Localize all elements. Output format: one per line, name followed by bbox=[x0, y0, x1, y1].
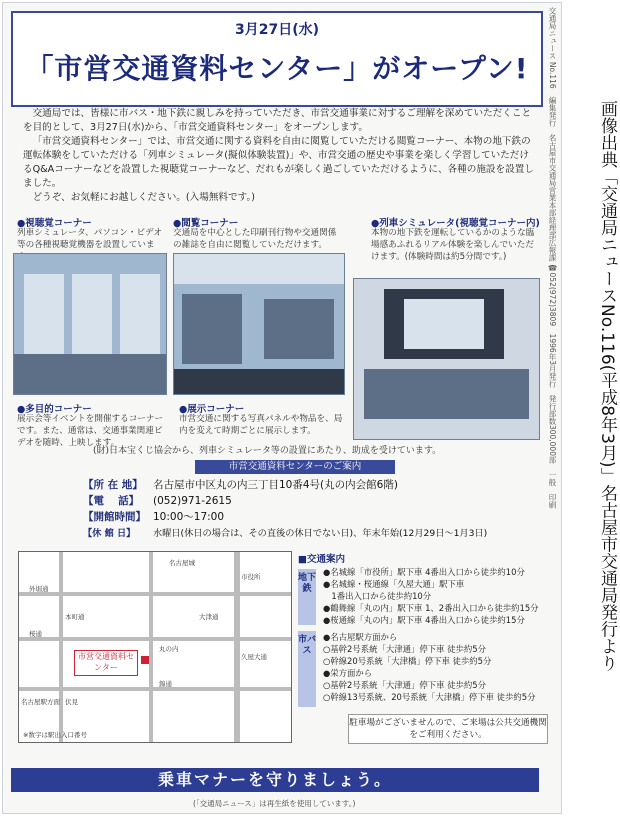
bus-route: ○基幹2号系統「大津通」停下車 徒歩約5分 bbox=[323, 644, 487, 654]
recycled-paper-note: (「交通局ニュース」は再生紙を使用しています。) bbox=[193, 799, 356, 808]
map-label: 丸の内 bbox=[159, 645, 179, 653]
opening-date: 3月27日(水) bbox=[234, 22, 320, 38]
map-center-label: 市営交通資料センター bbox=[74, 650, 138, 676]
section-label-multipurpose: ●多目的コーナー bbox=[17, 404, 92, 415]
info-label: 【所 在 地】 bbox=[83, 479, 143, 491]
map-label: 錦通 bbox=[159, 680, 172, 688]
info-value: 水曜日(休日の場合は、その直後の休日でない日)、年末年始(12月29日〜1月3日) bbox=[153, 528, 488, 539]
section-desc-av-corner: 列車シミュレータ、パソコン・ビデオ等の各種視聴覚機器を設置していま bbox=[17, 228, 163, 250]
section-desc-simulator: 本物の地下鉄を運転しているかのような臨場感あふれるリアル体験を楽しんでいただけます。(体験時間は約5分間です。) bbox=[371, 228, 535, 262]
info-heading: 市営交通資料センターのご案内 bbox=[195, 460, 395, 474]
info-label: 【電 話】 bbox=[83, 495, 140, 507]
bus-route: ○幹線13号系統、20号系統「大津橋」停下車 徒歩約5分 bbox=[323, 692, 536, 702]
map-label: 伏見 bbox=[65, 698, 78, 706]
manners-banner: 乗車マナーを守りましょう。 bbox=[11, 768, 539, 792]
newsletter-page bbox=[2, 2, 562, 814]
subway-route: ●桜通線「丸の内」駅下車 4番出入口から徒歩約15分 bbox=[323, 615, 525, 625]
info-label: 【休 館 日】 bbox=[83, 528, 136, 539]
intro-paragraph: どうぞ、お気軽にお越しください。(入場無料です。) bbox=[32, 192, 255, 203]
subway-route: ●名城線「市役所」駅下車 4番出入口から徒歩約10分 bbox=[323, 567, 525, 577]
info-address bbox=[83, 477, 398, 492]
photo-reading-corner bbox=[173, 253, 345, 395]
section-label-av-corner: ●視聴覚コーナー bbox=[17, 218, 92, 229]
section-desc-multipurpose: 展示会等イベントを開催するコーナーです。また、通常は、交通事業関連ビデオを随時、上映します。 bbox=[17, 414, 164, 448]
section-label-reading-corner: ●閲覧コーナー bbox=[173, 218, 239, 229]
subway-route: ●名城線・桜通線「久屋大通」駅下車 bbox=[323, 579, 465, 589]
publication-info-strip: 交通局ニュース No.116 編集発行 名古屋市交通局営業本部経理部広報課 ☎052(972)3809 1996年3月発行 発行部数300,000部 一般 印刷 bbox=[548, 7, 557, 509]
bus-route: ●名古屋駅方面から bbox=[323, 632, 398, 642]
bus-route: ○幹線20号系統「大津橋」停下車 徒歩約5分 bbox=[323, 656, 492, 666]
bus-route: ○基幹2号系統「大津通」停下車 徒歩約5分 bbox=[323, 680, 487, 690]
subway-tag: 地下鉄 bbox=[298, 569, 316, 625]
info-label: 【開館時間】 bbox=[83, 511, 146, 523]
map-label: 久屋大通 bbox=[241, 653, 267, 661]
traffic-title: ■交通案内 bbox=[298, 554, 345, 565]
bus-tag: 市バス bbox=[298, 631, 316, 707]
subway-route: 1番出入口から徒歩約10分 bbox=[323, 591, 432, 601]
map-label: 外堀通 bbox=[29, 585, 49, 593]
section-label-exhibit: ●展示コーナー bbox=[179, 404, 245, 415]
photo-av-corner bbox=[13, 253, 167, 395]
map-label: 名古屋城 bbox=[169, 559, 195, 567]
info-value: 名古屋市中区丸の内三丁目10番4号(丸の内会館6階) bbox=[153, 479, 398, 491]
info-hours bbox=[83, 509, 224, 524]
info-phone bbox=[83, 493, 232, 508]
intro-paragraph: 交通局では、皆様に市バス・地下鉄に親しみを持っていただき、市営交通事業に対するご理解を深めていただくことを目的として、3月27日(水)から、「市営交通資料センター」をオープンします。 bbox=[23, 108, 532, 133]
map-footnote: ※数字は駅出入口番号 bbox=[23, 731, 87, 739]
subway-route: ●鶴舞線「丸の内」駅下車 1、2番出入口から徒歩約15分 bbox=[323, 603, 539, 613]
headline: 「市営交通資料センター」がオープン! bbox=[25, 52, 529, 85]
bus-route: ●栄方面から bbox=[323, 668, 373, 678]
sponsor-note: (財)日本宝くじ協会から、列車シミュレータ等の設置にあたり、助成を受けています。 bbox=[93, 446, 442, 456]
parking-note: 駐車場がございませんので、ご来場は公共交通機関をご利用ください。 bbox=[348, 714, 548, 744]
map-label: 大津通 bbox=[199, 613, 219, 621]
location-marker-icon bbox=[141, 656, 149, 664]
image-source-caption: 画像出典「交通局ニュースNo.116(平成8年3月)」名古屋市交通局発行より bbox=[597, 100, 617, 672]
info-value: (052)971-2615 bbox=[153, 495, 232, 507]
intro-text bbox=[23, 107, 538, 205]
info-value: 10:00〜17:00 bbox=[153, 511, 225, 523]
photo-train-simulator bbox=[353, 278, 540, 440]
section-desc-reading-corner: 交通局を中心とした印刷刊行物や交通関係の雑誌を自由に閲覧していただけます。 bbox=[173, 228, 337, 250]
title-box bbox=[11, 11, 543, 107]
map-label: 本町通 bbox=[65, 613, 85, 621]
section-label-simulator: ●列車シミュレータ(視聴覚コーナー内) bbox=[371, 218, 540, 229]
section-desc-exhibit: 市営交通に関する写真パネルや物品を、局内を変えて時期ごとに展示します。 bbox=[179, 414, 343, 436]
map-label: 桜通 bbox=[29, 630, 42, 638]
map-label: 市役所 bbox=[241, 573, 261, 581]
access-map bbox=[18, 551, 292, 743]
intro-paragraph: 「市営交通資料センター」では、市営交通に関する資料を自由に閲覧していただける閲覧コーナー、本物の地下鉄の運転体験をしていただける「列車シミュレータ(擬似体験装置)」や、市営交通の歴史や事業を楽しく学習していただけるQ&Aコーナーなどを設置した視聴覚コーナーなど、だれもが楽しく過ごしていただけるように、各種の施設を設置しました。 bbox=[23, 136, 534, 189]
map-label: 名古屋駅方面 bbox=[21, 698, 60, 706]
info-closed bbox=[83, 525, 487, 539]
